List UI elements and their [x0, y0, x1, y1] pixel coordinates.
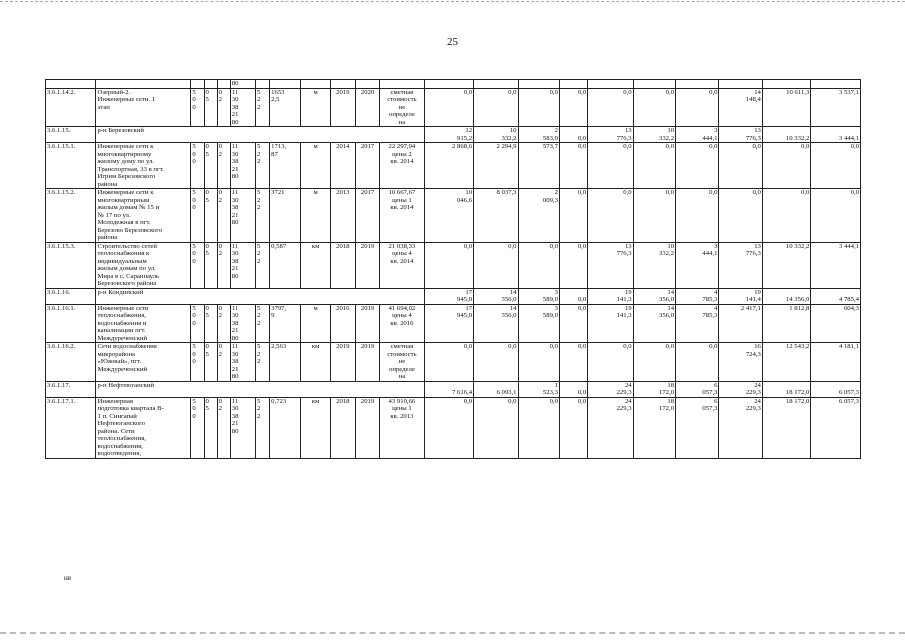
cell-d5: 5 2 2 — [256, 242, 270, 288]
cell-d1: 5 0 0 — [191, 189, 204, 243]
cell-d5 — [256, 80, 270, 89]
cell-v2: 8 037,3 — [474, 189, 518, 243]
cell-v2 — [474, 80, 518, 89]
cell-v6: 14 356,0 — [633, 288, 675, 304]
cell-v7 — [676, 80, 719, 89]
cell-v2: 14 356,0 — [474, 304, 518, 343]
cell-v7: 4 785,3 — [676, 304, 719, 343]
cell-v4: 0,0 — [559, 127, 587, 143]
cell-v1: 10 046,6 — [424, 189, 473, 243]
cell-v9: 0,0 — [762, 189, 810, 243]
cell-v5: 13 776,3 — [588, 127, 633, 143]
cell-ye: 2019 — [355, 242, 379, 288]
table-body — [46, 80, 861, 459]
cell-v10: 3 444,1 — [811, 242, 861, 288]
cell-v2: 0,0 — [474, 88, 518, 127]
cell-d3: 0 2 — [217, 189, 230, 243]
cell-cost: 43 910,66 цены 1 кв. 2013 — [380, 397, 424, 458]
cell-v5 — [588, 80, 633, 89]
cell-d1: 5 0 0 — [191, 143, 204, 189]
cell-d2 — [204, 80, 217, 89]
cell-d5: 5 2 2 — [256, 143, 270, 189]
cell-name: Инженерные сети к многоквартирному жилому дому по ул. Транспортная, 33 в пгт. Игрим Березовского района — [96, 143, 191, 189]
cell-v5: 19 141,3 — [588, 304, 633, 343]
cell-v4: 0,0 — [559, 143, 587, 189]
cell-v5: 24 229,3 — [588, 381, 633, 397]
cell-v8: 24 229,3 — [719, 381, 762, 397]
cell-v3: 2 009,3 — [518, 189, 559, 243]
cell-v7: 3 444,1 — [676, 242, 719, 288]
cell-v8: 13 776,3 — [719, 242, 762, 288]
cell-ye: 2019 — [355, 397, 379, 458]
cell-v10: 3 444,1 — [811, 127, 861, 143]
cell-v7: 4 785,3 — [676, 288, 719, 304]
cell-v3: 573,7 — [518, 143, 559, 189]
cell-v8: 19 141,4 — [719, 288, 762, 304]
table-row — [46, 304, 861, 343]
cell-d5: 5 2 2 — [256, 304, 270, 343]
cell-v3 — [518, 80, 559, 89]
cell-v7: 0,0 — [676, 189, 719, 243]
cell-v4: 0,0 — [559, 288, 587, 304]
cell-v7: 6 057,3 — [676, 381, 719, 397]
cell-v10: 0,0 — [811, 189, 861, 243]
page-bottom-edge — [0, 632, 905, 634]
cell-name: Строительство сетей теплоснабжения к индивидуальным жилым домам по ул. Мира в с. Саранпауль Березовского района — [96, 242, 191, 288]
cell-d2: 0 5 — [204, 189, 217, 243]
cell-d3: 0 2 — [217, 397, 230, 458]
cell-d4: 11 30 38 21 80 — [230, 143, 255, 189]
table-row — [46, 80, 861, 89]
cell-unit: м — [301, 189, 330, 243]
cell-v9: 10 332,2 — [762, 127, 810, 143]
cell-d4: 11 30 38 21 80 — [230, 397, 255, 458]
cell-v3: 0,0 — [518, 397, 559, 458]
cell-d2: 0 5 — [204, 88, 217, 127]
cell-v2: 14 356,0 — [474, 288, 518, 304]
page-top-edge — [0, 1, 905, 2]
cell-v5: 0,0 — [588, 88, 633, 127]
cell-ys: 2013 — [330, 189, 355, 243]
cell-ye — [355, 80, 379, 89]
cell-d3 — [217, 80, 230, 89]
cell-code: 3.6.1.15.1. — [46, 143, 96, 189]
cell-d2: 0 5 — [204, 304, 217, 343]
cell-code: 3.6.1.14.2. — [46, 88, 96, 127]
cell-v3: 0,0 — [518, 88, 559, 127]
cell-v4 — [559, 80, 587, 89]
cell-ys: 2019 — [330, 343, 355, 382]
cell-v3: 0,0 — [518, 242, 559, 288]
cell-code: 3.6.1.16.1. — [46, 304, 96, 343]
cell-d3: 0 2 — [217, 242, 230, 288]
cell-cost: 21 038,33 цены 4 кв. 2014 — [380, 242, 424, 288]
cell-v5: 24 229,3 — [588, 397, 633, 458]
cell-v6: 14 356,0 — [633, 304, 675, 343]
cell-code: 3.6.1.15.3. — [46, 242, 96, 288]
cell-code: 3.6.1.17. — [46, 381, 96, 397]
cell-cost: 10 667,67 цены 1 кв. 2014 — [380, 189, 424, 243]
cell-v6: 18 172,0 — [633, 381, 675, 397]
cell-v2: 0,0 — [474, 242, 518, 288]
cell-v2: 2 294,9 — [474, 143, 518, 189]
region-subtotal-row — [46, 288, 861, 304]
cell-cost: 41 694,02 цены 4 кв. 2016 — [380, 304, 424, 343]
cell-region: р-н Березовский — [96, 127, 424, 143]
cell-d4: 11 30 38 21 80 — [230, 304, 255, 343]
cell-v7: 6 057,3 — [676, 397, 719, 458]
cell-d1: 5 0 0 — [191, 343, 204, 382]
cell-v10: 4 181,1 — [811, 343, 861, 382]
cell-name: Инженерные сети теплоснабжения, водоснабжения и канализации пгт. Междуреченский — [96, 304, 191, 343]
cell-v8: 0,0 — [719, 143, 762, 189]
cell-code — [46, 80, 96, 89]
cell-v1: 7 616,4 — [424, 381, 473, 397]
cell-ys — [330, 80, 355, 89]
cell-v8: 16 724,3 — [719, 343, 762, 382]
cell-unit: м — [301, 304, 330, 343]
cell-ys: 2014 — [330, 143, 355, 189]
cell-v1: 0,0 — [424, 343, 473, 382]
cell-v1 — [424, 80, 473, 89]
cell-v6: 18 172,0 — [633, 397, 675, 458]
cell-d4: 11 30 38 21 80 — [230, 88, 255, 127]
cell-d4: 11 30 38 21 80 — [230, 343, 255, 382]
cell-cost: сметная стоимость не определе на — [380, 88, 424, 127]
cell-v6: 0,0 — [633, 189, 675, 243]
footer-mark: нв — [64, 574, 72, 582]
cell-ye: 2017 — [355, 143, 379, 189]
cell-name: Инженерная подготовка квартала В- 1 п. Сингапай Нефтеюганского района. Сети теплоснабжения, водоснабжения, водоотведения, — [96, 397, 191, 458]
cell-v2: 10 332,2 — [474, 127, 518, 143]
cell-v7: 0,0 — [676, 143, 719, 189]
cell-v8: 14 148,4 — [719, 88, 762, 127]
cell-v1: 0,0 — [424, 242, 473, 288]
cell-v4: 0,0 — [559, 88, 587, 127]
table-row — [46, 143, 861, 189]
cell-v5: 0,0 — [588, 143, 633, 189]
cell-len: 1713, 87 — [270, 143, 301, 189]
cell-code: 3.6.1.15.2. — [46, 189, 96, 243]
cell-v7: 0,0 — [676, 88, 719, 127]
cell-v8: 0,0 — [719, 189, 762, 243]
cell-v8: 2 417,1 — [719, 304, 762, 343]
cell-v10: 4 785,4 — [811, 288, 861, 304]
cell-v4: 0,0 — [559, 397, 587, 458]
cell-v1: 0,0 — [424, 397, 473, 458]
cell-v6: 0,0 — [633, 343, 675, 382]
cell-d2: 0 5 — [204, 242, 217, 288]
cell-unit: км — [301, 397, 330, 458]
cell-code: 3.6.1.15. — [46, 127, 96, 143]
cell-v5: 0,0 — [588, 343, 633, 382]
cell-v5: 13 776,3 — [588, 242, 633, 288]
cell-v10: 6 057,3 — [811, 397, 861, 458]
cell-v10: 0,0 — [811, 143, 861, 189]
cell-d3: 0 2 — [217, 304, 230, 343]
cell-v4: 0,0 — [559, 343, 587, 382]
cell-ye: 2020 — [355, 88, 379, 127]
page-number: 25 — [447, 36, 458, 48]
cell-region: р-н Нефтеюганский — [96, 381, 424, 397]
cell-d2: 0 5 — [204, 143, 217, 189]
cell-code: 3.6.1.16. — [46, 288, 96, 304]
cell-unit — [301, 80, 330, 89]
cell-v4: 0,0 — [559, 242, 587, 288]
cell-d4: 11 30 38 21 80 — [230, 242, 255, 288]
cell-v9: 18 172,0 — [762, 397, 810, 458]
cell-ye: 2017 — [355, 189, 379, 243]
cell-v10 — [811, 80, 861, 89]
budget-table — [45, 79, 861, 459]
cell-v1: 17 945,0 — [424, 288, 473, 304]
cell-v8: 13 776,3 — [719, 127, 762, 143]
cell-v6 — [633, 80, 675, 89]
cell-v2: 0,0 — [474, 397, 518, 458]
cell-v3: 1 523,3 — [518, 381, 559, 397]
cell-unit: км — [301, 242, 330, 288]
cell-len: 3797, 9 — [270, 304, 301, 343]
cell-v9: 18 172,0 — [762, 381, 810, 397]
cell-ye: 2019 — [355, 304, 379, 343]
cell-d1: 5 0 0 — [191, 304, 204, 343]
cell-v3: 3 589,0 — [518, 304, 559, 343]
cell-v8: 24 229,3 — [719, 397, 762, 458]
cell-name: Озерный-2. Инженерные сети. 1 этап — [96, 88, 191, 127]
cell-ys: 2018 — [330, 397, 355, 458]
cell-v7: 3 444,1 — [676, 127, 719, 143]
table-row — [46, 242, 861, 288]
cell-v10: 6 057,3 — [811, 381, 861, 397]
cell-d3: 0 2 — [217, 143, 230, 189]
cell-v9: 10 332,2 — [762, 242, 810, 288]
cell-v10: 604,3 — [811, 304, 861, 343]
cell-ys: 2019 — [330, 88, 355, 127]
cell-name: Сети водоснабжения микрорайона «Южный», пгт. Междуреченский — [96, 343, 191, 382]
cell-v1: 17 945,0 — [424, 304, 473, 343]
cell-v3: 0,0 — [518, 343, 559, 382]
cell-d1 — [191, 80, 204, 89]
cell-d3: 0 2 — [217, 88, 230, 127]
cell-v8 — [719, 80, 762, 89]
cell-v9: 14 356,0 — [762, 288, 810, 304]
cell-v9: 0,0 — [762, 143, 810, 189]
cell-d1: 5 0 0 — [191, 242, 204, 288]
table-row — [46, 343, 861, 382]
cell-d2: 0 5 — [204, 343, 217, 382]
cell-d2: 0 5 — [204, 397, 217, 458]
cell-ys: 2016 — [330, 304, 355, 343]
cell-v7: 0,0 — [676, 343, 719, 382]
cell-v9: 1 812,8 — [762, 304, 810, 343]
cell-len: 3721 — [270, 189, 301, 243]
cell-code: 3.6.1.16.2. — [46, 343, 96, 382]
cell-v2: 6 093,1 — [474, 381, 518, 397]
cell-v4: 0,0 — [559, 189, 587, 243]
cell-v3: 2 583,0 — [518, 127, 559, 143]
cell-v1: 0,0 — [424, 88, 473, 127]
cell-unit: м — [301, 143, 330, 189]
cell-cost — [380, 80, 424, 89]
cell-v10: 3 537,1 — [811, 88, 861, 127]
cell-v1: 2 868,6 — [424, 143, 473, 189]
cell-len: 1653 2,5 — [270, 88, 301, 127]
region-subtotal-row — [46, 127, 861, 143]
cell-v1: 12 915,2 — [424, 127, 473, 143]
cell-v5: 0,0 — [588, 189, 633, 243]
cell-v5: 19 141,3 — [588, 288, 633, 304]
cell-len: 2,563 — [270, 343, 301, 382]
cell-v9 — [762, 80, 810, 89]
cell-region: р-н Кондинский — [96, 288, 424, 304]
cell-unit: м — [301, 88, 330, 127]
cell-d4: 11 30 38 21 80 — [230, 189, 255, 243]
table-row — [46, 397, 861, 458]
cell-d4: 80 — [230, 80, 255, 89]
cell-d3: 0 2 — [217, 343, 230, 382]
cell-d1: 5 0 0 — [191, 397, 204, 458]
cell-d1: 5 0 0 — [191, 88, 204, 127]
cell-unit: км — [301, 343, 330, 382]
cell-ys: 2018 — [330, 242, 355, 288]
table-row — [46, 189, 861, 243]
cell-len: 0,723 — [270, 397, 301, 458]
cell-name: Инженерные сети к многоквартирным жилым домам № 15 и № 17 по ул. Молодежная в пгт. Березово Березовского района — [96, 189, 191, 243]
cell-v9: 10 611,3 — [762, 88, 810, 127]
cell-d5: 5 2 2 — [256, 189, 270, 243]
cell-cost: 22 297,94 цены 2 кв. 2014 — [380, 143, 424, 189]
cell-v3: 3 589,0 — [518, 288, 559, 304]
cell-v6: 0,0 — [633, 143, 675, 189]
cell-d5: 5 2 2 — [256, 343, 270, 382]
region-subtotal-row — [46, 381, 861, 397]
cell-v6: 10 332,2 — [633, 242, 675, 288]
cell-d5: 5 2 2 — [256, 397, 270, 458]
cell-v4: 0,0 — [559, 304, 587, 343]
cell-code: 3.6.1.17.1. — [46, 397, 96, 458]
cell-len — [270, 80, 301, 89]
cell-d5: 5 2 2 — [256, 88, 270, 127]
cell-v9: 12 543,2 — [762, 343, 810, 382]
cell-ye: 2019 — [355, 343, 379, 382]
cell-name — [96, 80, 191, 89]
cell-v4: 0,0 — [559, 381, 587, 397]
cell-v6: 10 332,2 — [633, 127, 675, 143]
table-row — [46, 88, 861, 127]
cell-v6: 0,0 — [633, 88, 675, 127]
cell-len: 0,587 — [270, 242, 301, 288]
cell-cost: сметная стоимость не определе на — [380, 343, 424, 382]
cell-v2: 0,0 — [474, 343, 518, 382]
